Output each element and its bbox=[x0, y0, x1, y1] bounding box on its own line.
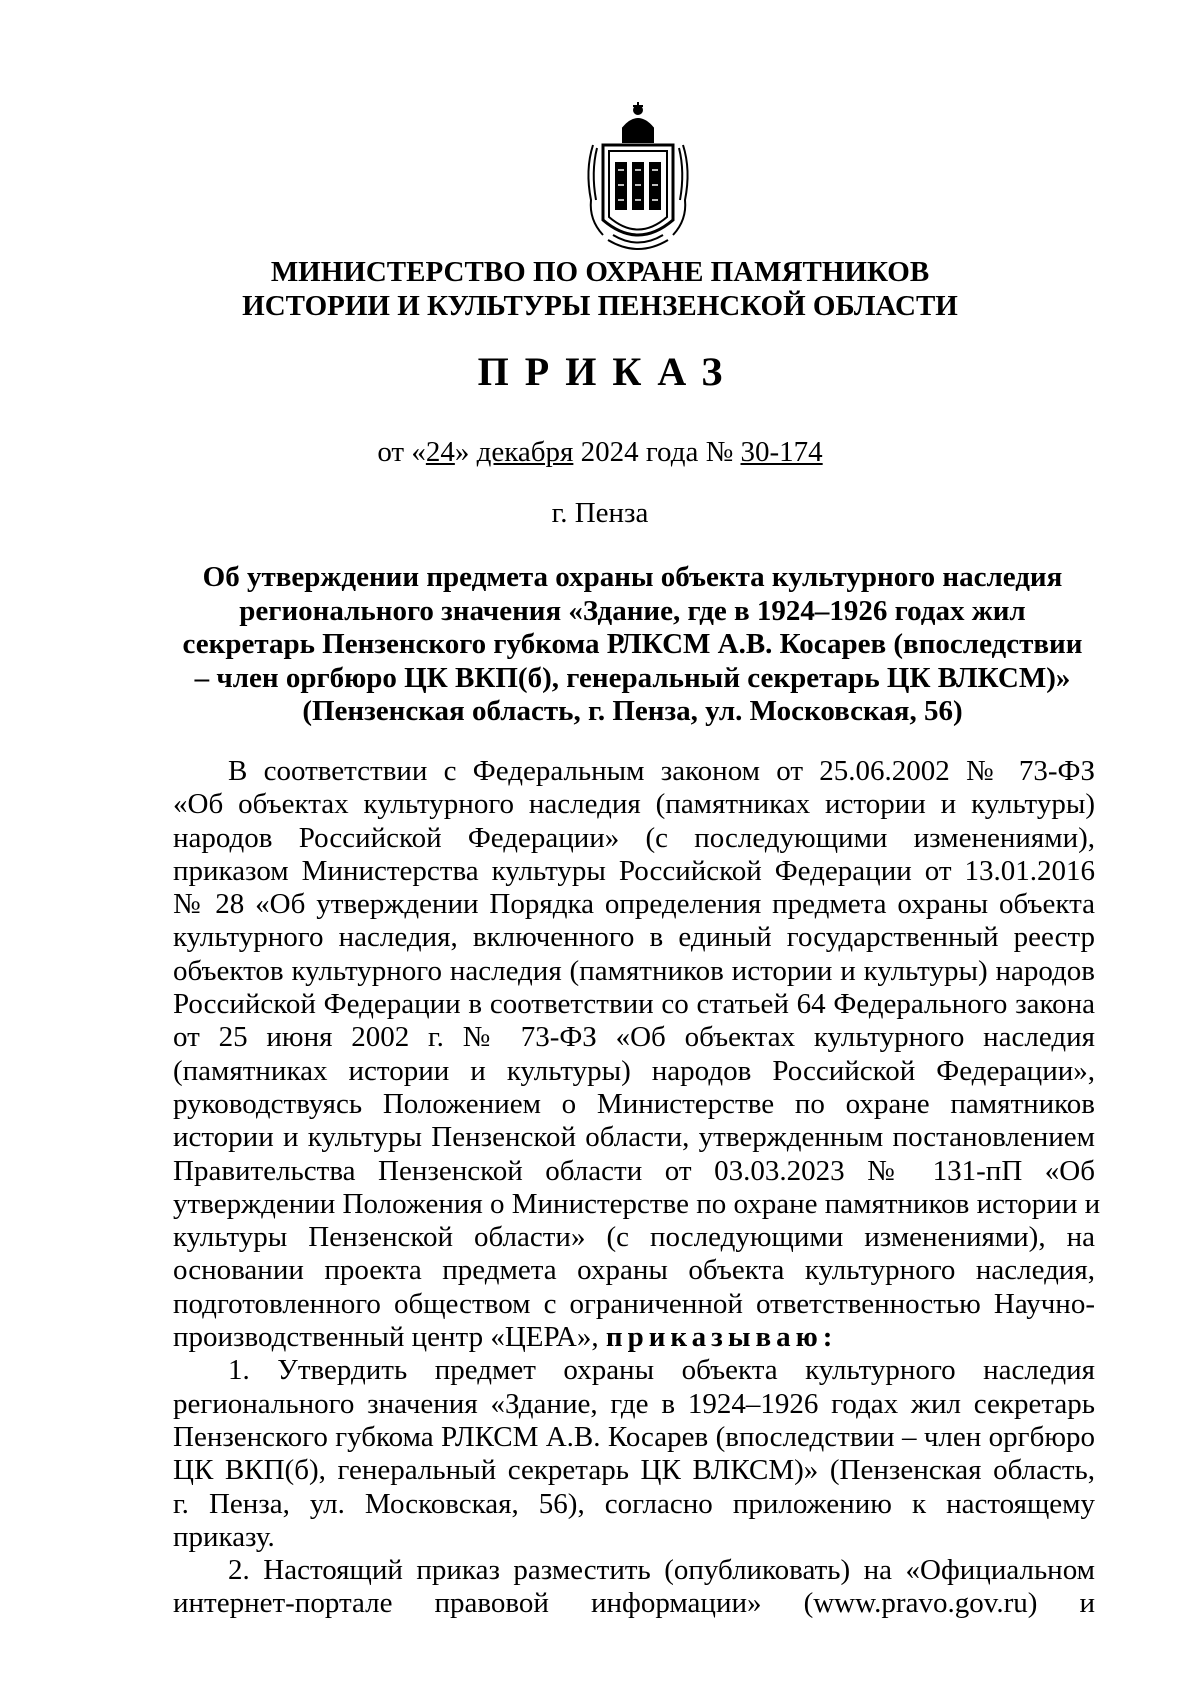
document-type-title: ПРИКАЗ bbox=[477, 349, 739, 394]
subject-line: – член оргбюро ЦК ВКП(б), генеральный секретарь ЦК ВЛКСМ)» bbox=[194, 661, 1071, 694]
item1-line: г. Пенза, ул. Московская, 56), согласно приложению к настоящему bbox=[173, 1487, 1095, 1520]
date-day: 24 bbox=[425, 436, 455, 468]
preamble-line: объектов культурного наследия (памятников истории и культуры) народов bbox=[173, 954, 1095, 987]
date-month: декабря bbox=[476, 436, 574, 468]
preamble-line: истории и культуры Пензенской области, утвержденным постановлением bbox=[173, 1121, 1095, 1154]
item1-line: приказу. bbox=[173, 1520, 275, 1553]
order-subject bbox=[170, 561, 1095, 729]
preamble-line: культуры Пензенской области» (с последующими изменениями), на bbox=[173, 1221, 1095, 1254]
coat-of-arms-icon bbox=[583, 100, 693, 255]
preamble-line: утверждении Положения о Министерстве по охране памятников истории и bbox=[173, 1187, 1101, 1220]
date-mid: » bbox=[454, 436, 477, 468]
item1-line: регионального значения «Здание, где в 1924–1926 годах жил секретарь bbox=[173, 1387, 1095, 1420]
item1-line: ЦК ВКП(б), генеральный секретарь ЦК ВЛКСМ)» (Пензенская область, bbox=[173, 1454, 1095, 1487]
preamble-line: руководствуясь Положением о Министерстве по охране памятников bbox=[173, 1087, 1095, 1120]
order-number: 30-174 bbox=[740, 436, 823, 468]
order-keyword: приказываю: bbox=[605, 1321, 838, 1354]
item2-line: интернет-портале правовой информации» (www.pravo.gov.ru) и bbox=[173, 1587, 1095, 1620]
date-prefix: от « bbox=[377, 436, 426, 468]
preamble-line: производственный центр «ЦЕРА», bbox=[173, 1321, 599, 1354]
preamble-last-line bbox=[173, 1321, 1095, 1354]
city: г. Пенза bbox=[551, 497, 649, 529]
ministry-name-line1: МИНИСТЕРСТВО ПО ОХРАНЕ ПАМЯТНИКОВ bbox=[270, 256, 930, 288]
preamble-line: В соответствии с Федеральным законом от 25.06.2002 № 73-ФЗ bbox=[228, 755, 1095, 787]
order-body bbox=[173, 755, 1101, 1621]
item1-line: Пензенского губкома РЛКСМ А.В. Косарев (впоследствии – член оргбюро bbox=[173, 1420, 1095, 1453]
preamble-line: народов Российской Федерации» (с последующими изменениями), bbox=[173, 821, 1095, 854]
preamble-line: основании проекта предмета охраны объекта культурного наследия, bbox=[173, 1254, 1095, 1287]
subject-line: секретарь Пензенского губкома РЛКСМ А.В. Косарев (впоследствии bbox=[182, 628, 1083, 661]
preamble-line: Правительства Пензенской области от 03.03.2023 № 131-пП «Об bbox=[173, 1154, 1095, 1187]
preamble-line: Российской Федерации в соответствии со статьей 64 Федерального закона bbox=[173, 988, 1095, 1021]
preamble-line: приказом Министерства культуры Российской Федерации от 13.01.2016 bbox=[173, 854, 1095, 887]
item1-line: 1. Утвердить предмет охраны объекта культурного наследия bbox=[228, 1354, 1095, 1387]
preamble-line: № 28 «Об утверждении Порядка определения предмета охраны объекта bbox=[173, 888, 1095, 921]
order-date-number bbox=[0, 436, 1200, 469]
preamble-line: культурного наследия, включенного в единый государственный реестр bbox=[173, 921, 1095, 954]
subject-line: регионального значения «Здание, где в 1924–1926 годах жил bbox=[239, 594, 1026, 627]
item2-line: 2. Настоящий приказ разместить (опубликовать) на «Официальном bbox=[228, 1554, 1095, 1587]
preamble-line: «Об объектах культурного наследия (памятниках истории и культуры) bbox=[173, 788, 1095, 821]
preamble-line: (памятниках истории и культуры) народов Российской Федерации», bbox=[173, 1054, 1095, 1087]
preamble-line: от 25 июня 2002 г. № 73-ФЗ «Об объектах культурного наследия bbox=[173, 1021, 1095, 1054]
subject-line: Об утверждении предмета охраны объекта культурного наследия bbox=[202, 561, 1063, 593]
preamble-line: подготовленного обществом с ограниченной ответственностью Научно- bbox=[173, 1287, 1095, 1320]
subject-line: (Пензенская область, г. Пенза, ул. Московская, 56) bbox=[302, 695, 963, 728]
date-year: 2024 года № bbox=[573, 436, 741, 468]
ministry-name-line2: ИСТОРИИ И КУЛЬТУРЫ ПЕНЗЕНСКОЙ ОБЛАСТИ bbox=[242, 290, 958, 322]
